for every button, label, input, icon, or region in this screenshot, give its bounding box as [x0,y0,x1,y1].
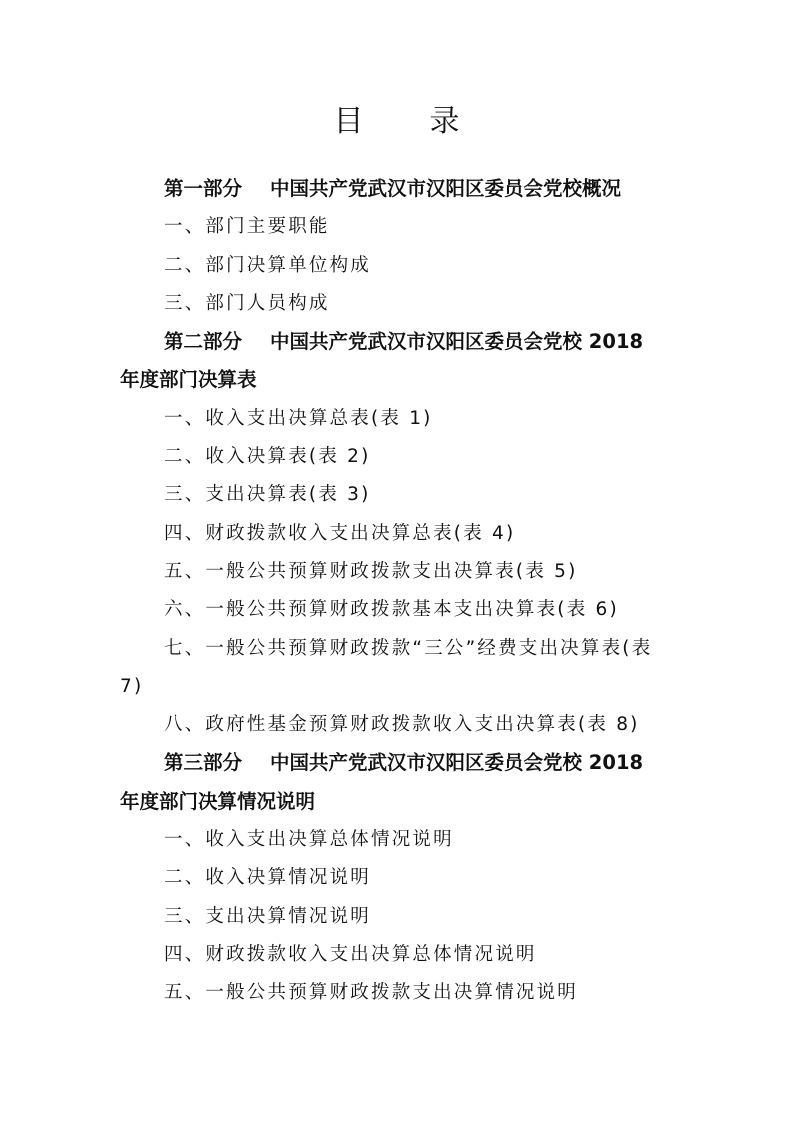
toc-item[interactable]: 七、一般公共预算财政拨款“三公”经费支出决算表(表 [164,637,653,659]
toc-item-continued[interactable]: 7) [120,675,144,697]
toc-item[interactable]: 五、一般公共预算财政拨款支出决算情况说明 [164,982,579,1004]
part-label: 第一部分 [164,177,243,200]
toc-item[interactable]: 一、部门主要职能 [164,216,330,238]
toc-item[interactable]: 六、一般公共预算财政拨款基本支出决算表(表 6) [164,599,619,621]
part-title: 中国共产党武汉市汉阳区委员会党校概况 [270,177,622,200]
toc-item[interactable]: 五、一般公共预算财政拨款支出决算表(表 5) [164,560,578,582]
toc-item[interactable]: 三、部门人员构成 [164,292,330,314]
toc-item[interactable]: 二、部门决算单位构成 [164,254,372,276]
toc-part-heading[interactable] [0,170,793,208]
toc-item[interactable]: 四、财政拨款收入支出决算总体情况说明 [164,943,537,965]
toc-item[interactable]: 二、收入决算表(表 2) [164,446,371,468]
part-label: 第三部分 [164,751,243,775]
part-label: 第二部分 [164,330,243,354]
page-title [0,100,793,144]
toc-item[interactable]: 一、收入支出决算总表(表 1) [164,407,433,429]
part-title: 中国共产党武汉市汉阳区委员会党校 2018 [270,330,644,354]
toc-item[interactable]: 三、支出决算表(表 3) [164,484,371,506]
toc-item[interactable]: 八、政府性基金预算财政拨款收入支出决算表(表 8) [164,714,640,736]
toc-part-heading-continued[interactable]: 年度部门决算情况说明 [120,789,316,813]
table-of-contents [0,170,793,1013]
part-title: 中国共产党武汉市汉阳区委员会党校 2018 [270,751,644,775]
title-char-1: 目 [333,104,364,139]
toc-item[interactable]: 四、财政拨款收入支出决算总表(表 4) [164,522,516,544]
toc-part-heading[interactable] [0,323,793,361]
toc-item[interactable]: 二、收入决算情况说明 [164,867,372,889]
toc-item[interactable]: 一、收入支出决算总体情况说明 [164,829,454,851]
toc-part-heading-continued[interactable]: 年度部门决算表 [120,368,257,392]
title-char-2: 录 [429,104,460,139]
toc-item[interactable]: 三、支出决算情况说明 [164,905,372,927]
toc-part-heading[interactable] [0,744,793,782]
